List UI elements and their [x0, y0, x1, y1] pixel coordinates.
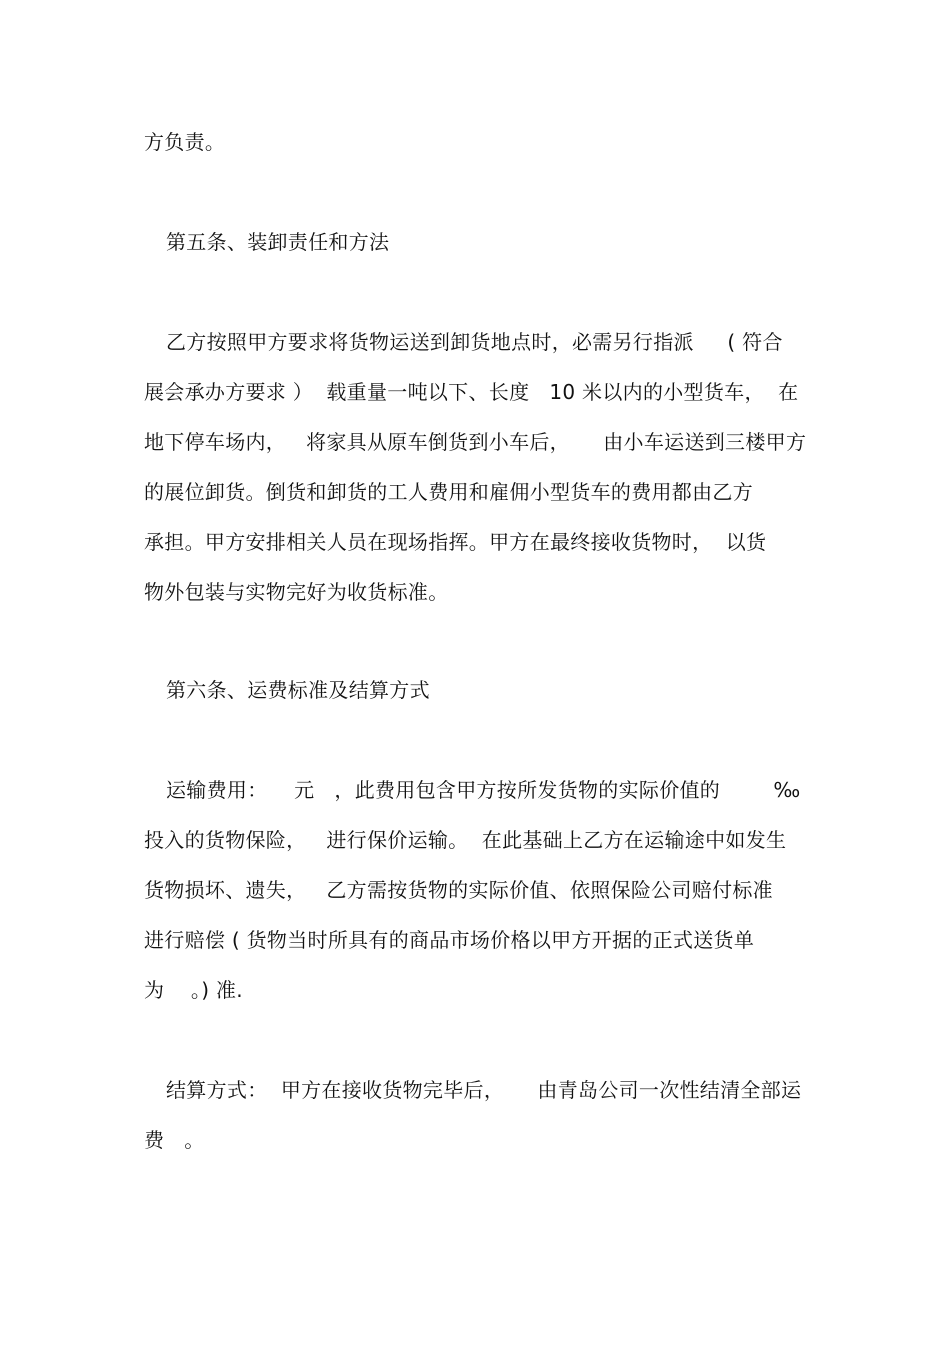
- text-line: 进行赔偿 ( 货物当时所具有的商品市场价格以甲方开据的正式送货单: [144, 928, 755, 952]
- text-line: 物外包装与实物完好为收货标准。: [144, 580, 449, 604]
- text-line: 地下停车场内， 将家具从原车倒货到小车后， 由小车运送到三楼甲方: [144, 430, 807, 454]
- section-heading-6: 第六条、运费标准及结算方式: [166, 678, 430, 702]
- text-line: 乙方按照甲方要求将货物运送到卸货地点时，必需另行指派 ( 符合: [166, 330, 783, 354]
- text-line: 投入的货物保险， 进行保价运输。 在此基础上乙方在运输途中如发生: [144, 828, 787, 852]
- text-line: 展会承办方要求 ） 载重量一吨以下、长度 10 米以内的小型货车， 在: [144, 380, 799, 404]
- section-heading-5: 第五条、装卸责任和方法: [166, 230, 390, 254]
- text-line: 承担。甲方安排相关人员在现场指挥。甲方在最终接收货物时， 以货: [144, 530, 767, 554]
- text-line: 为 。) 准.: [144, 978, 243, 1002]
- text-line: 的展位卸货。倒货和卸货的工人费用和雇佣小型货车的费用都由乙方: [144, 480, 753, 504]
- text-line: 费 。: [144, 1128, 205, 1152]
- text-line: 方负责。: [144, 130, 226, 154]
- text-line: 结算方式： 甲方在接收货物完毕后， 由青岛公司一次性结清全部运: [166, 1078, 802, 1102]
- text-line: 货物损坏、遗失， 乙方需按货物的实际价值、依照保险公司赔付标准: [144, 878, 773, 902]
- text-line: 运输费用： 元 ，此费用包含甲方按所发货物的实际价值的 ‰: [166, 778, 801, 802]
